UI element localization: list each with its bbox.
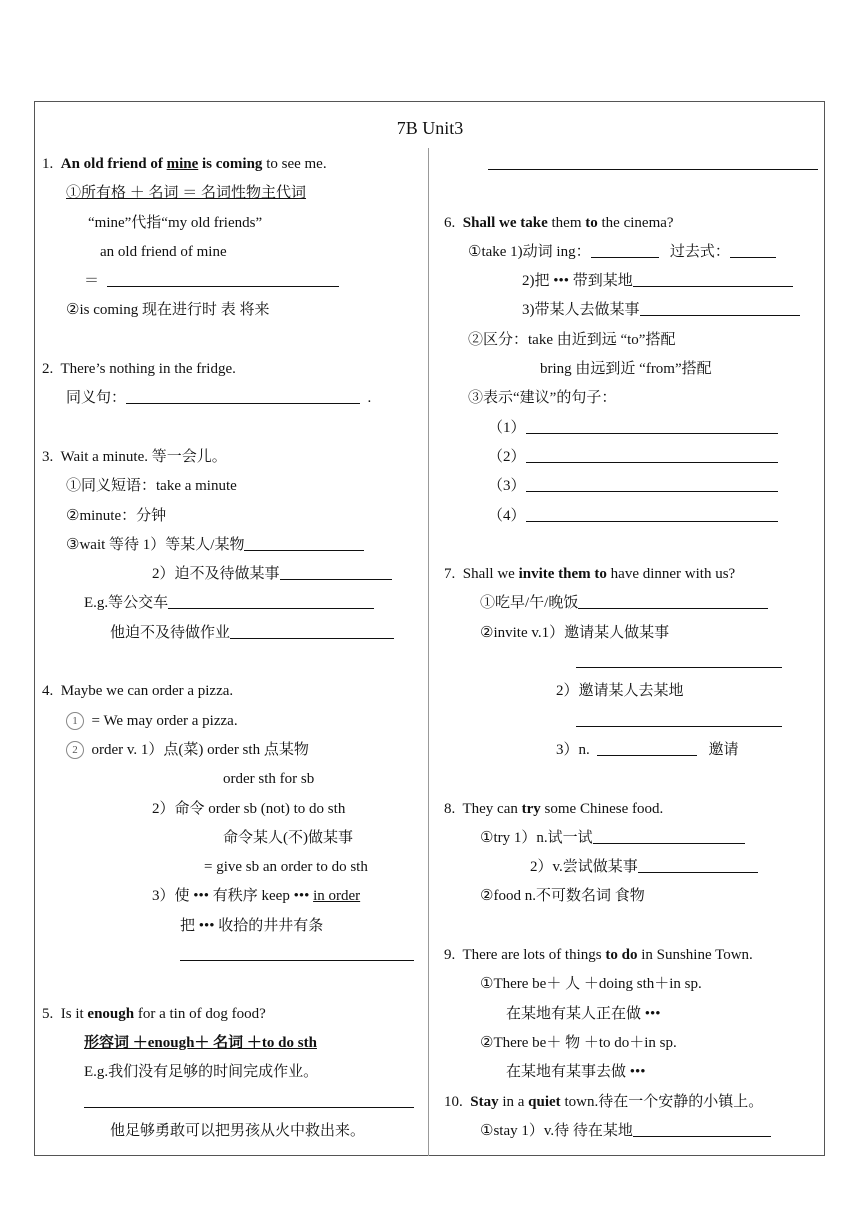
answer-blank[interactable] — [578, 592, 768, 609]
item-7-heading: 7. Shall we invite them to have dinner with us? — [444, 566, 736, 583]
note-text: 把 ••• 收拾的井井有条 — [180, 917, 324, 934]
item-1-heading: 1. An old friend of mine is coming to see me. — [42, 156, 327, 172]
note-text: 他足够勇敢可以把男孩从火中救出来。 — [110, 1122, 366, 1139]
answer-blank[interactable] — [526, 417, 778, 434]
answer-blank[interactable] — [640, 299, 800, 316]
answer-blank[interactable] — [576, 651, 782, 668]
note-text: 在某地有某事去做 ••• — [506, 1064, 646, 1081]
answer-blank[interactable] — [126, 387, 360, 404]
left-column: 1. An old friend of mine is coming to see me. ①所有格 ＋ 名词 ＝ 名词性物主代词 “mine”代指“my old friends” an old friend of mine ＝ ②is coming 现在进行时 表 将来 2. There’s nothing in the fridge. 同义句： . 3. Wait a minute. 等一会儿。 ①同义短语：take a minute ②minute：分钟 ③wait 等待 1）等某人/某物 2）迫不及待做某事 E.g.等公交车 他迫不及待做作业 4. Maybe we can order a pizza. 1 = We may order a pizza. 2 order v. 1）点(菜) order sth 点某物 order sth for sb 2）命令 order sb (not) to do sth 命令某人(不)做某事 = give sb an order to do sth 3）使 ••• 有秩序 keep ••• in order 把 ••• 收拾的井井有条 5. Is it enough for a tin of dog food? 形容词 ＋enough＋ 名词 ＋to do sth E.g.我们没有足够的时间完成作业。 他足够勇敢可以把男孩从火中救出来。 — [42, 150, 422, 1146]
circled-number: 2 — [66, 741, 84, 759]
note-text: an old friend of mine — [100, 243, 227, 260]
note-text: ③表示“建议”的句子： — [468, 390, 617, 407]
answer-blank[interactable] — [244, 534, 364, 551]
answer-blank[interactable] — [633, 270, 793, 287]
answer-blank[interactable] — [576, 710, 782, 727]
answer-blank[interactable] — [526, 446, 778, 463]
item-5-heading: 5. Is it enough for a tin of dog food? — [42, 1005, 266, 1022]
answer-blank[interactable] — [526, 475, 778, 492]
answer-blank[interactable] — [730, 241, 776, 258]
item-3-heading: 3. Wait a minute. 等一会儿。 — [42, 448, 227, 465]
rule-text: ①所有格 ＋ 名词 ＝ 名词性物主代词 — [66, 185, 307, 202]
note-text: ②is coming 现在进行时 表 将来 — [66, 302, 270, 319]
answer-blank[interactable] — [168, 592, 374, 609]
circled-number: 1 — [66, 712, 84, 730]
note-text: order sth for sb — [223, 771, 315, 788]
rule-text: 形容词 ＋enough＋ 名词 ＋to do sth — [84, 1034, 317, 1051]
column-divider — [428, 148, 429, 1156]
answer-blank[interactable] — [597, 739, 697, 756]
note-text: ①同义短语：take a minute — [66, 478, 237, 495]
answer-blank[interactable] — [526, 505, 778, 522]
answer-blank[interactable] — [591, 241, 659, 258]
answer-blank[interactable] — [180, 944, 414, 961]
note-text: = give sb an order to do sth — [204, 859, 368, 876]
answer-blank[interactable] — [488, 153, 818, 170]
item-4-heading: 4. Maybe we can order a pizza. — [42, 683, 234, 700]
answer-blank[interactable] — [107, 270, 339, 287]
item-8-heading: 8. They can try some Chinese food. — [444, 800, 664, 817]
answer-blank[interactable] — [593, 827, 745, 844]
note-text: “mine”代指“my old friends” — [88, 214, 263, 231]
item-9-heading: 9. There are lots of things to do in Sunshine Town. — [444, 947, 753, 964]
item-2-heading: 2. There’s nothing in the fridge. — [42, 361, 236, 378]
note-text: E.g.我们没有足够的时间完成作业。 — [84, 1064, 319, 1081]
note-text: bring 由远到近 “from”搭配 — [540, 361, 712, 378]
item-10-heading: 10. Stay in a quiet town.待在一个安静的小镇上。 — [444, 1093, 764, 1110]
item-6-heading: 6. Shall we take them to the cinema? — [444, 214, 674, 231]
note-text: ②invite v.1）邀请某人做某事 — [480, 624, 670, 641]
note-text: ②区分：take 由近到远 “to”搭配 — [468, 331, 676, 348]
note-text: 2）命令 order sb (not) to do sth — [152, 800, 346, 817]
note-text: 2）邀请某人去某地 — [556, 683, 684, 700]
answer-blank[interactable] — [230, 622, 394, 639]
note-text: ②food n.不可数名词 食物 — [480, 888, 645, 905]
right-column: 6. Shall we take them to the cinema? ①take 1)动词 ing： 过去式： 2)把 ••• 带到某地 3)带某人去做某事 ②区分：take 由近到远 “to”搭配 bring 由远到近 “from”搭配 ③表示“建议”的句子： （1） （2） （3） （4） 7. Shall we invite them to have dinner with us? ①吃早/午/晚饭 ②invite v.1）邀请某人做某事 2）邀请某人去某地 3）n. 邀请 8. They can try some Chinese food. ①try 1）n.试一试 2）v.尝试做某事 ②food n.不可数名词 食物 9. There are lots of things to do in Sunshine Town. ①There be＋ 人 ＋doing sth＋in sp. 在某地有某人正在做 ••• ②There be＋ 物 ＋to do＋in sp. 在某地有某事去做 ••• 10. Stay in a quiet town.待在一个安静的小镇上。 ①stay 1）v.待 待在某地 — [444, 150, 822, 1146]
note-text: ①There be＋ 人 ＋doing sth＋in sp. — [480, 976, 702, 993]
page-title: 7B Unit3 — [396, 118, 464, 138]
note-text: ②minute：分钟 — [66, 507, 167, 524]
answer-blank[interactable] — [638, 856, 758, 873]
answer-blank[interactable] — [633, 1120, 771, 1137]
answer-blank[interactable] — [84, 1091, 414, 1108]
answer-blank[interactable] — [280, 563, 392, 580]
note-text: ②There be＋ 物 ＋to do＋in sp. — [480, 1034, 677, 1051]
note-text: 在某地有某人正在做 ••• — [506, 1005, 661, 1022]
note-text: 命令某人(不)做某事 — [223, 829, 353, 846]
